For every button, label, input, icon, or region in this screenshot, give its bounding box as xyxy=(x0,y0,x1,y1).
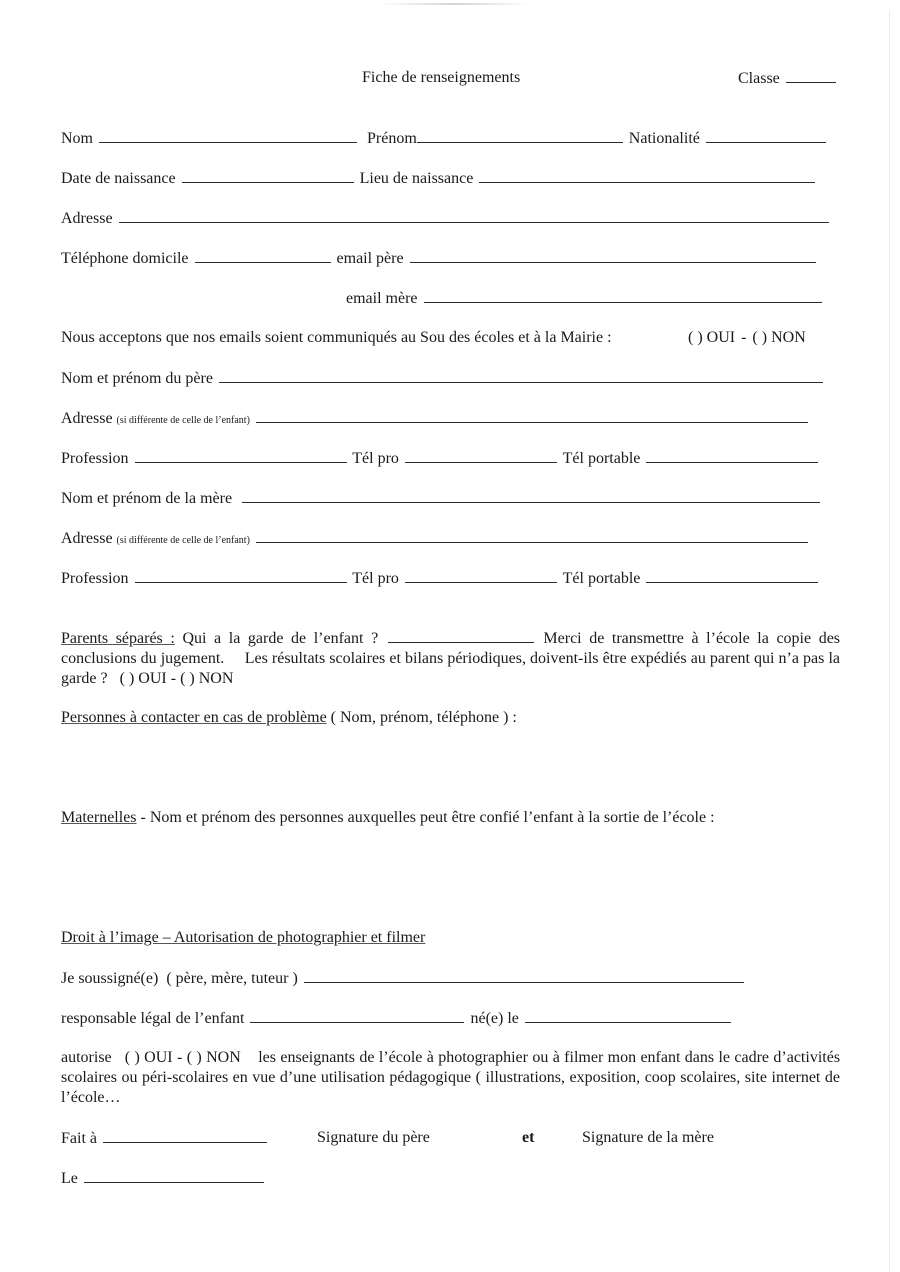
email-mere-row xyxy=(346,288,824,309)
telephone-label: Téléphone domicile xyxy=(61,250,189,267)
mother-address-row xyxy=(61,528,810,551)
mother-address-label: Adresse xyxy=(61,530,113,547)
email-mere-label: email mère xyxy=(346,290,418,307)
mother-tel-portable-input[interactable] xyxy=(646,568,818,583)
father-name-row xyxy=(61,368,825,389)
date-naissance-input[interactable] xyxy=(182,168,354,183)
mother-tel-portable-label: Tél portable xyxy=(562,570,641,587)
father-address-label: Adresse xyxy=(61,410,113,427)
le-label: Le xyxy=(61,1170,78,1187)
le-date-input[interactable] xyxy=(84,1168,264,1183)
nationalite-label: Nationalité xyxy=(628,130,700,147)
father-tel-pro-input[interactable] xyxy=(405,448,557,463)
nationalite-input[interactable] xyxy=(706,128,826,143)
image-rights-heading-row xyxy=(61,928,425,948)
separated-oui[interactable]: ( ) OUI xyxy=(119,670,167,687)
father-profession-label: Profession xyxy=(61,450,129,467)
phone-row xyxy=(61,248,818,269)
lieu-naissance-input[interactable] xyxy=(479,168,815,183)
responsable-row xyxy=(61,1008,733,1029)
nom-input[interactable] xyxy=(99,128,357,143)
separated-non[interactable]: ( ) NON xyxy=(180,670,234,687)
mother-profession-label: Profession xyxy=(61,570,129,587)
father-profession-row xyxy=(61,448,820,469)
separator: - xyxy=(170,670,177,687)
email-consent-row xyxy=(61,328,612,348)
garde-input[interactable] xyxy=(388,628,534,643)
adresse-input[interactable] xyxy=(119,208,829,223)
le-row xyxy=(61,1168,266,1189)
email-consent-text: Nous acceptons que nos emails soient communiqués au Sou des écoles et à la Mairie : xyxy=(61,329,612,346)
page-title: Fiche de renseignements xyxy=(362,69,521,86)
autorise-label: autorise xyxy=(61,1049,112,1066)
responsable-label: responsable légal de l’enfant xyxy=(61,1010,245,1027)
date-naissance-label: Date de naissance xyxy=(61,170,176,187)
classe-field xyxy=(738,68,838,89)
maternelles-text: - Nom et prénom des personnes auxquelles peut être confié l’enfant à la sortie de l’école : xyxy=(140,809,715,826)
father-address-note: (si différente de celle de l’enfant) xyxy=(116,415,250,426)
prenom-label: Prénom xyxy=(367,130,417,147)
image-rights-heading: Droit à l’image – Autorisation de photographier et filmer xyxy=(61,929,426,946)
fait-a-input[interactable] xyxy=(103,1128,267,1143)
email-consent-oui[interactable]: ( ) OUI xyxy=(688,329,736,346)
classe-label: Classe xyxy=(738,70,780,87)
fait-a-label: Fait à xyxy=(61,1130,97,1147)
birth-row xyxy=(61,168,817,189)
separator: - xyxy=(741,329,747,346)
mother-name-input[interactable] xyxy=(242,488,820,503)
mother-profession-row xyxy=(61,568,820,589)
contacts-text: ( Nom, prénom, téléphone ) : xyxy=(330,709,517,726)
father-name-label: Nom et prénom du père xyxy=(61,370,213,387)
mother-tel-pro-input[interactable] xyxy=(405,568,557,583)
email-mere-input[interactable] xyxy=(424,288,822,303)
mother-tel-pro-label: Tél pro xyxy=(352,570,399,587)
adresse-label: Adresse xyxy=(61,210,113,227)
soussigne-input[interactable] xyxy=(304,968,744,983)
separated-heading: Parents séparés : xyxy=(61,630,175,647)
contacts-row xyxy=(61,708,517,728)
mother-name-row xyxy=(61,488,822,509)
autorise-paragraph xyxy=(61,1048,840,1108)
birth-date-input[interactable] xyxy=(525,1008,731,1023)
enfant-name-input[interactable] xyxy=(250,1008,464,1023)
father-address-row xyxy=(61,408,810,431)
prenom-input[interactable] xyxy=(417,128,623,143)
father-tel-portable-label: Tél portable xyxy=(562,450,641,467)
maternelles-row xyxy=(61,808,715,828)
separated-question: Qui a la garde de l’enfant ? xyxy=(182,630,379,647)
soussigne-row xyxy=(61,968,746,989)
father-tel-portable-input[interactable] xyxy=(646,448,818,463)
signature-pere: Signature du père xyxy=(317,1129,430,1146)
father-tel-pro-label: Tél pro xyxy=(352,450,399,467)
autorise-text: les enseignants de l’école à photographier ou à filmer mon enfant dans le cadre d’activités scolaires ou péri-scolaires en vue d’une utilisation pédagogique ( illustrations, exposition, coop scolaires, site internet de l’école… xyxy=(61,1049,841,1106)
email-pere-input[interactable] xyxy=(410,248,816,263)
classe-input[interactable] xyxy=(786,68,836,83)
mother-address-note: (si différente de celle de l’enfant) xyxy=(116,535,250,546)
separated-parents-section xyxy=(61,628,845,689)
signature-et: et xyxy=(522,1129,535,1146)
father-profession-input[interactable] xyxy=(135,448,347,463)
scan-artifact-edge xyxy=(889,10,890,1272)
separator: - xyxy=(176,1049,183,1066)
father-address-input[interactable] xyxy=(256,408,808,423)
nom-label: Nom xyxy=(61,130,93,147)
mother-profession-input[interactable] xyxy=(135,568,347,583)
address-row xyxy=(61,208,831,229)
email-pere-label: email père xyxy=(336,250,404,267)
scan-artifact-top xyxy=(380,3,530,5)
fait-a-row xyxy=(61,1128,269,1149)
soussigne-label: Je soussigné(e) ( père, mère, tuteur ) xyxy=(61,970,298,987)
father-name-input[interactable] xyxy=(219,368,823,383)
mother-name-label: Nom et prénom de la mère xyxy=(61,490,233,507)
child-name-row xyxy=(61,128,828,149)
telephone-input[interactable] xyxy=(195,248,331,263)
ne-le-label: né(e) le xyxy=(470,1010,519,1027)
signature-mere: Signature de la mère xyxy=(582,1129,714,1146)
contacts-heading: Personnes à contacter en cas de problème xyxy=(61,709,327,726)
separated-text: Merci de transmettre à l’école la copie des conclusions du jugement. Les résultats scolaires et bilans périodiques, doivent-ils être expédiés au parent qui n’a pas la garde ? xyxy=(61,630,845,687)
lieu-naissance-label: Lieu de naissance xyxy=(359,170,474,187)
mother-address-input[interactable] xyxy=(256,528,808,543)
email-consent-non[interactable]: ( ) NON xyxy=(752,329,806,346)
autorise-non[interactable]: ( ) NON xyxy=(186,1049,241,1066)
email-consent-options xyxy=(688,328,806,348)
maternelles-heading: Maternelles xyxy=(61,809,137,826)
autorise-oui[interactable]: ( ) OUI xyxy=(124,1049,173,1066)
